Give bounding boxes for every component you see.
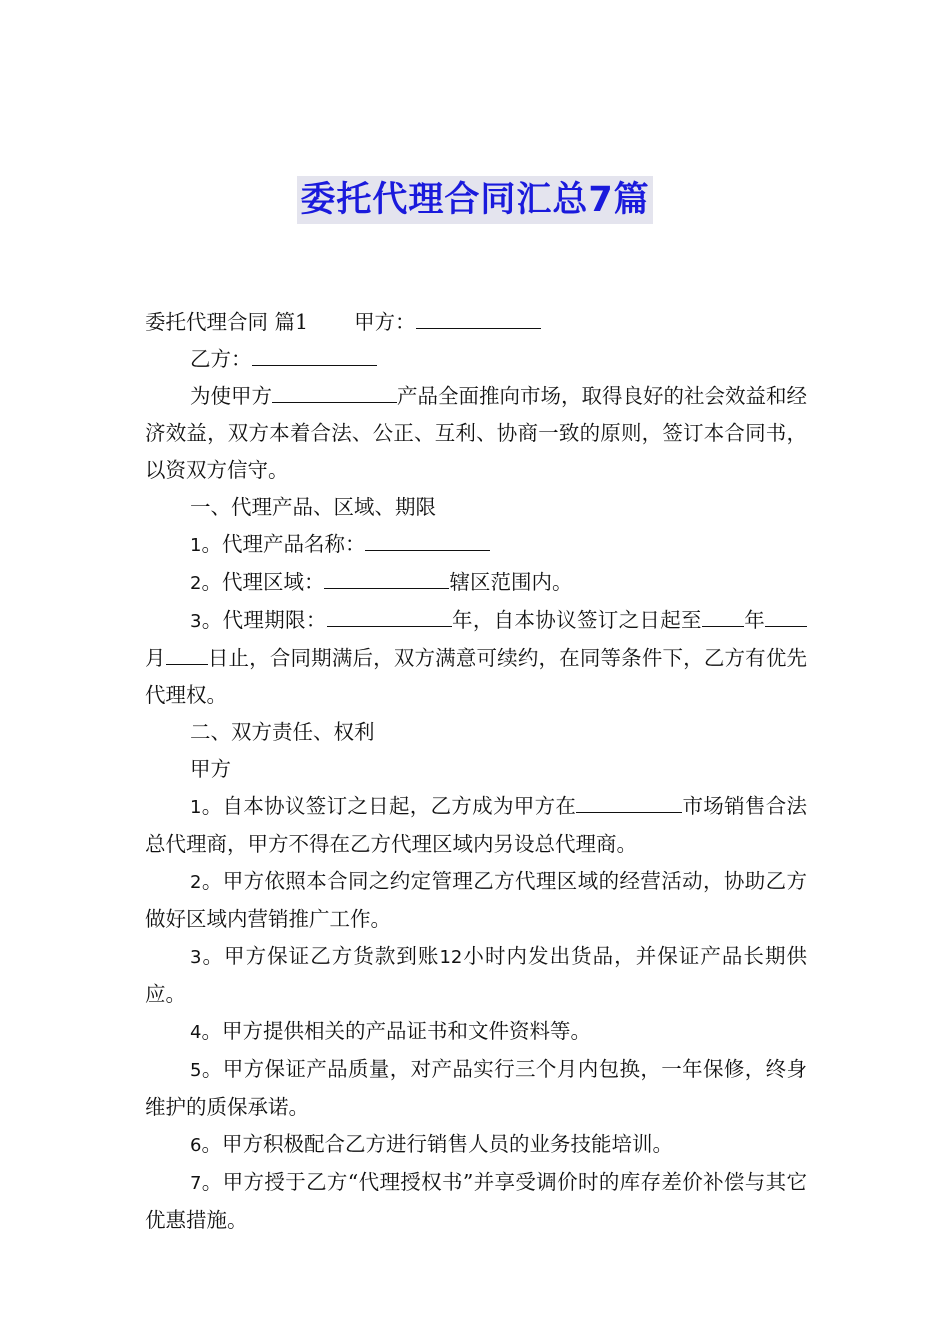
product-name-blank [365, 531, 490, 551]
clause-text: 。甲方保证乙方货款到账 [201, 944, 440, 968]
term-blank [327, 607, 452, 627]
intro-text-1: 为使甲方 [190, 384, 272, 408]
party-b-label: 乙方： [190, 347, 252, 371]
clause-a-5 [145, 1051, 807, 1126]
end-day-blank [166, 645, 208, 665]
clause-a-7 [145, 1164, 807, 1239]
clause-a-6 [145, 1126, 807, 1164]
clause-text: 。代理产品名称： [201, 532, 366, 556]
clause-text: 。代理区域： [201, 570, 325, 594]
section-heading-2: 二、双方责任、权利 [190, 720, 375, 744]
end-month-blank [765, 607, 807, 627]
contract-heading-line [145, 304, 807, 341]
party-a-blank [416, 309, 541, 329]
hours-value: 12 [439, 947, 463, 968]
clause-text: 小时内发出货品，并保证产品长期供应。 [145, 944, 808, 1006]
clause-number: 3 [190, 947, 202, 968]
clause-text: 。自本协议签订之日起，乙方成为甲方在 [201, 794, 577, 818]
clause-a-1 [145, 788, 807, 863]
clause-text: 年 [743, 608, 766, 632]
clause-text: 。甲方积极配合乙方进行销售人员的业务技能培训。 [201, 1132, 673, 1156]
clause-text: 。甲方授于乙方“代理授权书”并享受调价时的库存差价补偿与其它优惠措施。 [145, 1170, 807, 1232]
clause-number: 1 [190, 797, 202, 818]
intro-text-2: 产品全面推向市场，取得良好的社会效益和经济效益，双方本着合法、公正、互利、协商一致的原则，签订本合同书，以资双方信守。 [145, 384, 807, 482]
clause-number: 2 [190, 872, 202, 893]
section-heading-1: 一、代理产品、区域、期限 [190, 495, 436, 519]
document-body [145, 304, 807, 1239]
party-b-line [145, 341, 807, 378]
clause-text: 。甲方依照本合同之约定管理乙方代理区域的经营活动，协助乙方做好区域内营销推广工作。 [145, 869, 807, 931]
intro-paragraph [145, 378, 807, 489]
clause-a-4 [145, 1013, 807, 1051]
clause-text: 年，自本协议签订之日起至 [451, 608, 702, 632]
contract-number: 委托代理合同 篇1 [145, 310, 309, 334]
clause-number: 2 [190, 573, 202, 594]
clause-a-2 [145, 863, 807, 938]
clause-text: 。代理期限： [201, 608, 327, 632]
party-a-heading: 甲方 [190, 757, 231, 781]
clause-number: 6 [190, 1135, 202, 1156]
end-year-blank [702, 607, 744, 627]
clause-text: 辖区范围内。 [449, 570, 573, 594]
clause-1-1 [145, 526, 807, 564]
clause-1-2 [145, 564, 807, 602]
clause-number: 3 [190, 611, 202, 632]
clause-text: 日止，合同期满后，双方满意可续约，在同等条件下，乙方有优先代理权。 [145, 646, 808, 707]
party-a-label: 甲方： [354, 310, 416, 334]
document-title: 委托代理合同汇总7篇 [297, 176, 652, 224]
clause-number: 4 [190, 1022, 202, 1043]
clause-text: 。甲方提供相关的产品证书和文件资料等。 [201, 1019, 591, 1043]
clause-text: 市场销售合法总代理商，甲方不得在乙方代理区域内另设总代理商。 [145, 794, 807, 856]
market-blank [576, 793, 682, 813]
product-blank [272, 383, 397, 403]
clause-number: 7 [190, 1173, 202, 1194]
clause-number: 5 [190, 1060, 202, 1081]
clause-text: 。甲方保证产品质量，对产品实行三个月内包换，一年保修，终身维护的质保承诺。 [145, 1057, 807, 1119]
region-blank [324, 569, 449, 589]
clause-a-3 [145, 938, 807, 1013]
clause-1-3 [145, 602, 807, 714]
clause-text: 月 [145, 646, 166, 670]
clause-number: 1 [190, 535, 202, 556]
party-b-blank [252, 346, 377, 366]
